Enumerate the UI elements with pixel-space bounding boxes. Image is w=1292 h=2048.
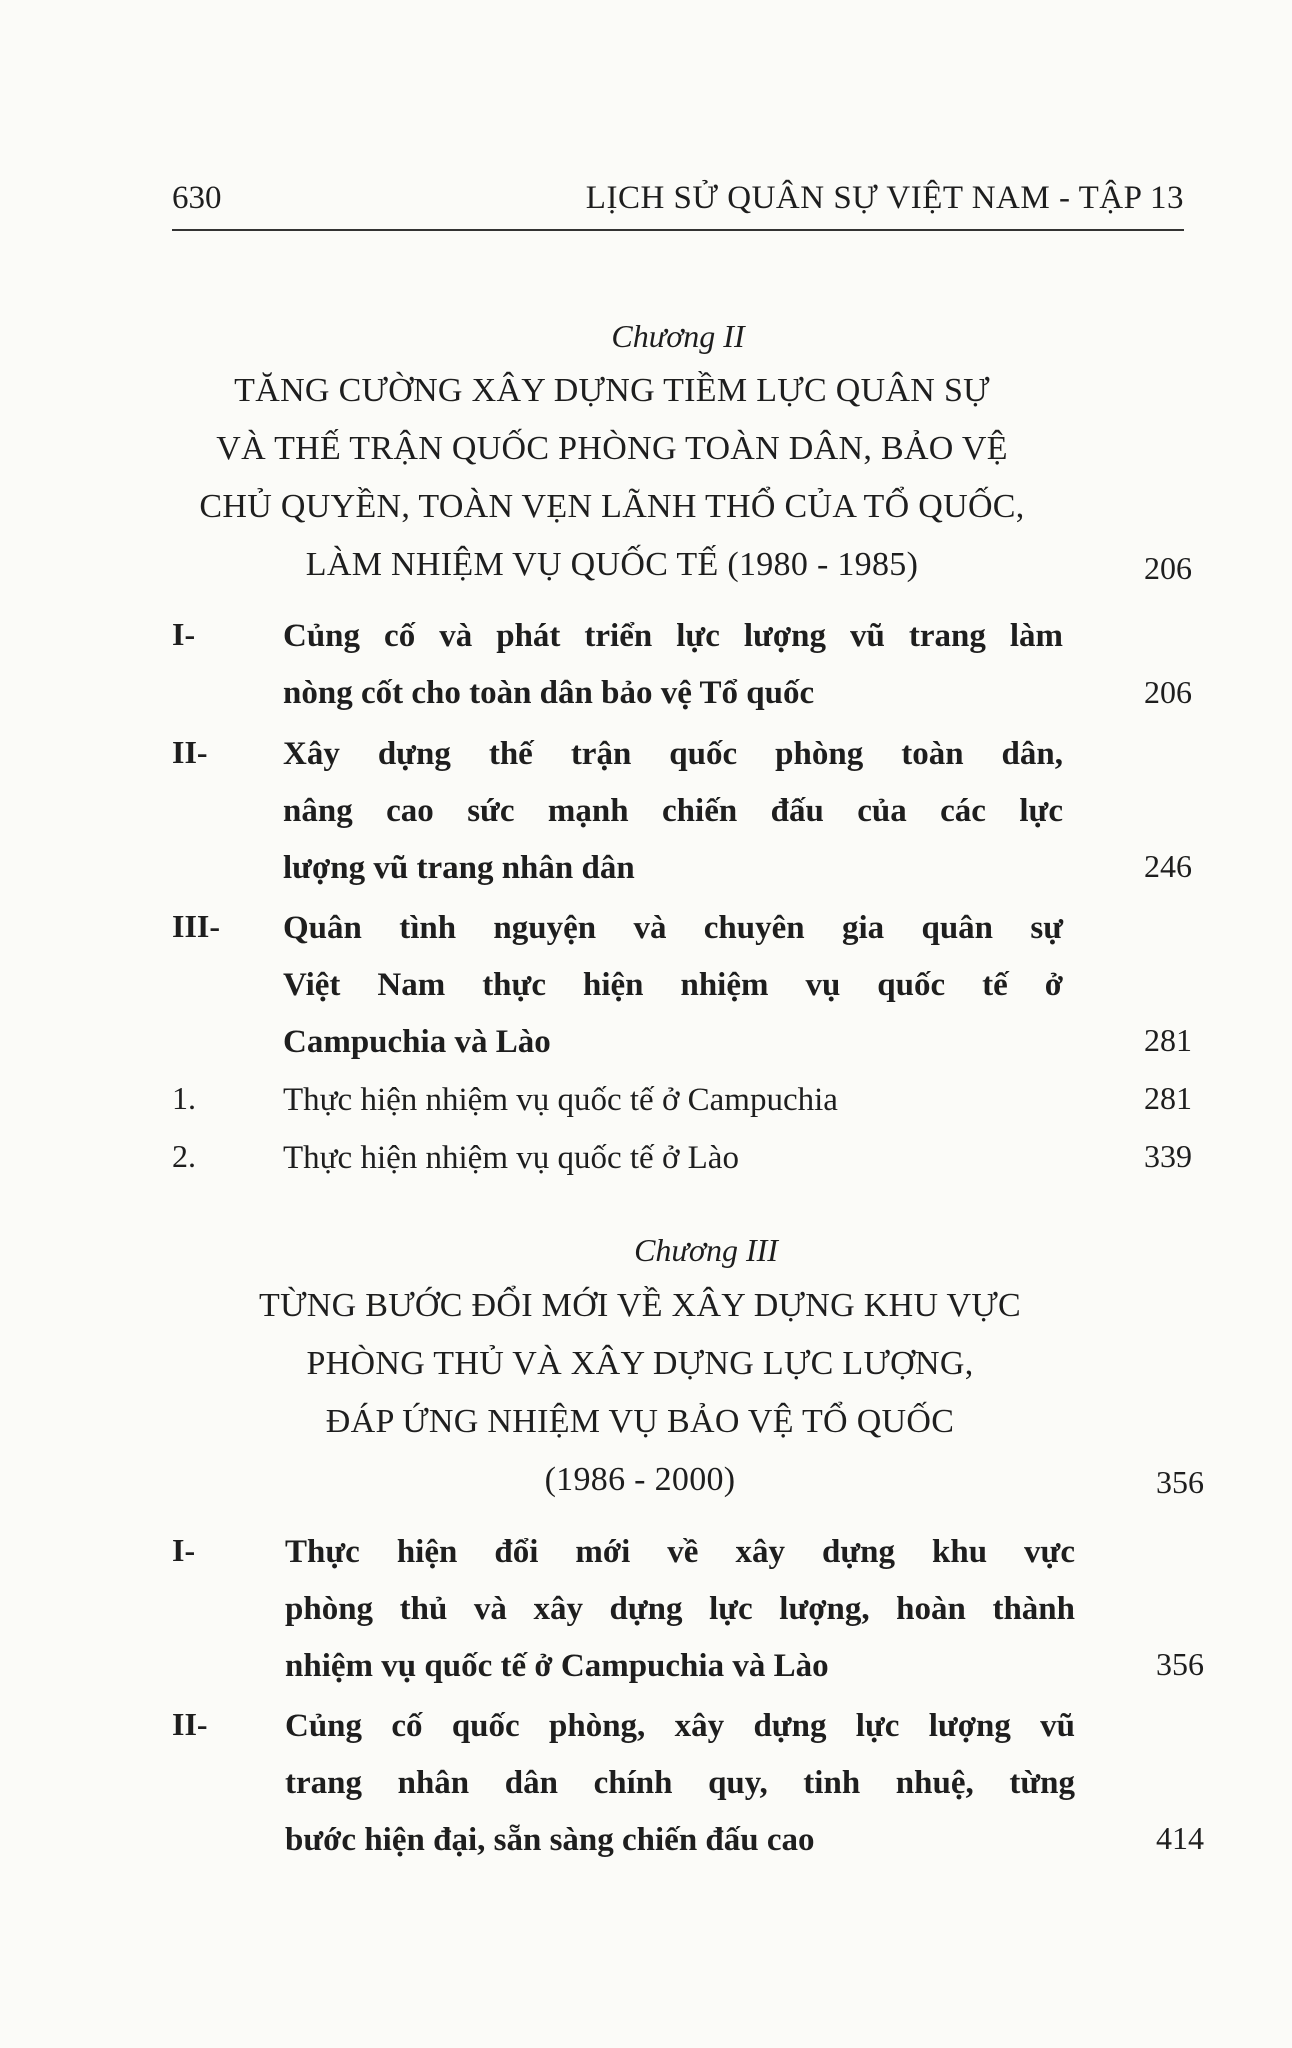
chapter-title-line: ĐÁP ỨNG NHIỆM VỤ BẢO VỆ TỔ QUỐC [325, 1403, 955, 1440]
entry-mark: 1. [172, 1080, 196, 1116]
chapter-label: Chương III [634, 1232, 778, 1268]
toc-entry [285, 1524, 1075, 1695]
chapter-title-line: LÀM NHIỆM VỤ QUỐC TẾ (1980 - 1985) [305, 546, 919, 583]
chapter-title-line: TỪNG BƯỚC ĐỔI MỚI VỀ XÂY DỰNG KHU VỰC [259, 1287, 1021, 1324]
chapter-title-line: CHỦ QUYỀN, TOÀN VẸN LÃNH THỔ CỦA TỔ QUỐC, [199, 488, 1025, 525]
entry-line: Xây dựng thế trận quốc phòng toàn dân, [283, 736, 1063, 772]
page-number: 630 [172, 180, 222, 216]
entry-line: bước hiện đại, sẵn sàng chiến đấu cao [285, 1822, 815, 1858]
toc-entry [283, 1130, 1063, 1187]
toc-page-number: 281 [1144, 1080, 1192, 1116]
chapter-title [200, 1277, 1080, 1509]
entry-line: nâng cao sức mạnh chiến đấu của các lực [283, 793, 1063, 829]
entry-line: Thực hiện nhiệm vụ quốc tế ở Lào [283, 1140, 739, 1176]
toc-page-number: 281 [1144, 1022, 1192, 1058]
entry-line: Thực hiện nhiệm vụ quốc tế ở Campuchia [283, 1082, 838, 1118]
entry-mark: II- [172, 1706, 208, 1742]
entry-line: Củng cố quốc phòng, xây dựng lực lượng vũ [285, 1708, 1075, 1744]
chapter-title-line: VÀ THẾ TRẬN QUỐC PHÒNG TOÀN DÂN, BẢO VỆ [216, 430, 1008, 467]
entry-line: phòng thủ và xây dựng lực lượng, hoàn thành [285, 1591, 1075, 1627]
chapter-title-line: (1986 - 2000) [544, 1461, 736, 1498]
toc-entry [285, 1698, 1075, 1869]
entry-line: trang nhân dân chính quy, tinh nhuệ, từng [285, 1765, 1075, 1801]
toc-page-number: 414 [1156, 1820, 1204, 1856]
entry-mark: III- [172, 908, 221, 944]
toc-entry [283, 726, 1063, 897]
chapter-title-line: TĂNG CƯỜNG XÂY DỰNG TIỀM LỰC QUÂN SỰ [234, 372, 990, 409]
entry-line: Thực hiện đổi mới về xây dựng khu vực [285, 1534, 1075, 1570]
toc-page-number: 246 [1144, 848, 1192, 884]
toc-page-number: 356 [1156, 1464, 1204, 1500]
running-header [172, 180, 1184, 217]
entry-mark: 2. [172, 1138, 196, 1174]
entry-line: nòng cốt cho toàn dân bảo vệ Tổ quốc [283, 675, 815, 711]
entry-mark: I- [172, 616, 196, 652]
entry-line: nhiệm vụ quốc tế ở Campuchia và Lào [285, 1648, 829, 1684]
entry-line: Củng cố và phát triển lực lượng vũ trang làm [283, 618, 1063, 654]
chapter-label: Chương II [611, 318, 745, 354]
entry-line: Quân tình nguyện và chuyên gia quân sự [283, 910, 1063, 946]
toc-page-number: 206 [1144, 674, 1192, 710]
entry-line: lượng vũ trang nhân dân [283, 850, 635, 886]
entry-mark: II- [172, 734, 208, 770]
entry-line: Campuchia và Lào [283, 1024, 551, 1060]
toc-entry [283, 900, 1063, 1071]
chapter-title-line: PHÒNG THỦ VÀ XÂY DỰNG LỰC LƯỢNG, [306, 1345, 974, 1382]
entry-line: Việt Nam thực hiện nhiệm vụ quốc tế ở [283, 967, 1063, 1003]
running-title: LỊCH SỬ QUÂN SỰ VIỆT NAM - TẬP 13 [585, 180, 1184, 216]
chapter-title [172, 362, 1052, 594]
toc-page-number: 356 [1156, 1646, 1204, 1682]
toc-page-number: 339 [1144, 1138, 1192, 1174]
toc-entry [283, 1072, 1063, 1129]
entry-mark: I- [172, 1532, 196, 1568]
toc-entry [283, 608, 1063, 722]
header-rule [172, 229, 1184, 231]
toc-page-number: 206 [1144, 550, 1192, 586]
